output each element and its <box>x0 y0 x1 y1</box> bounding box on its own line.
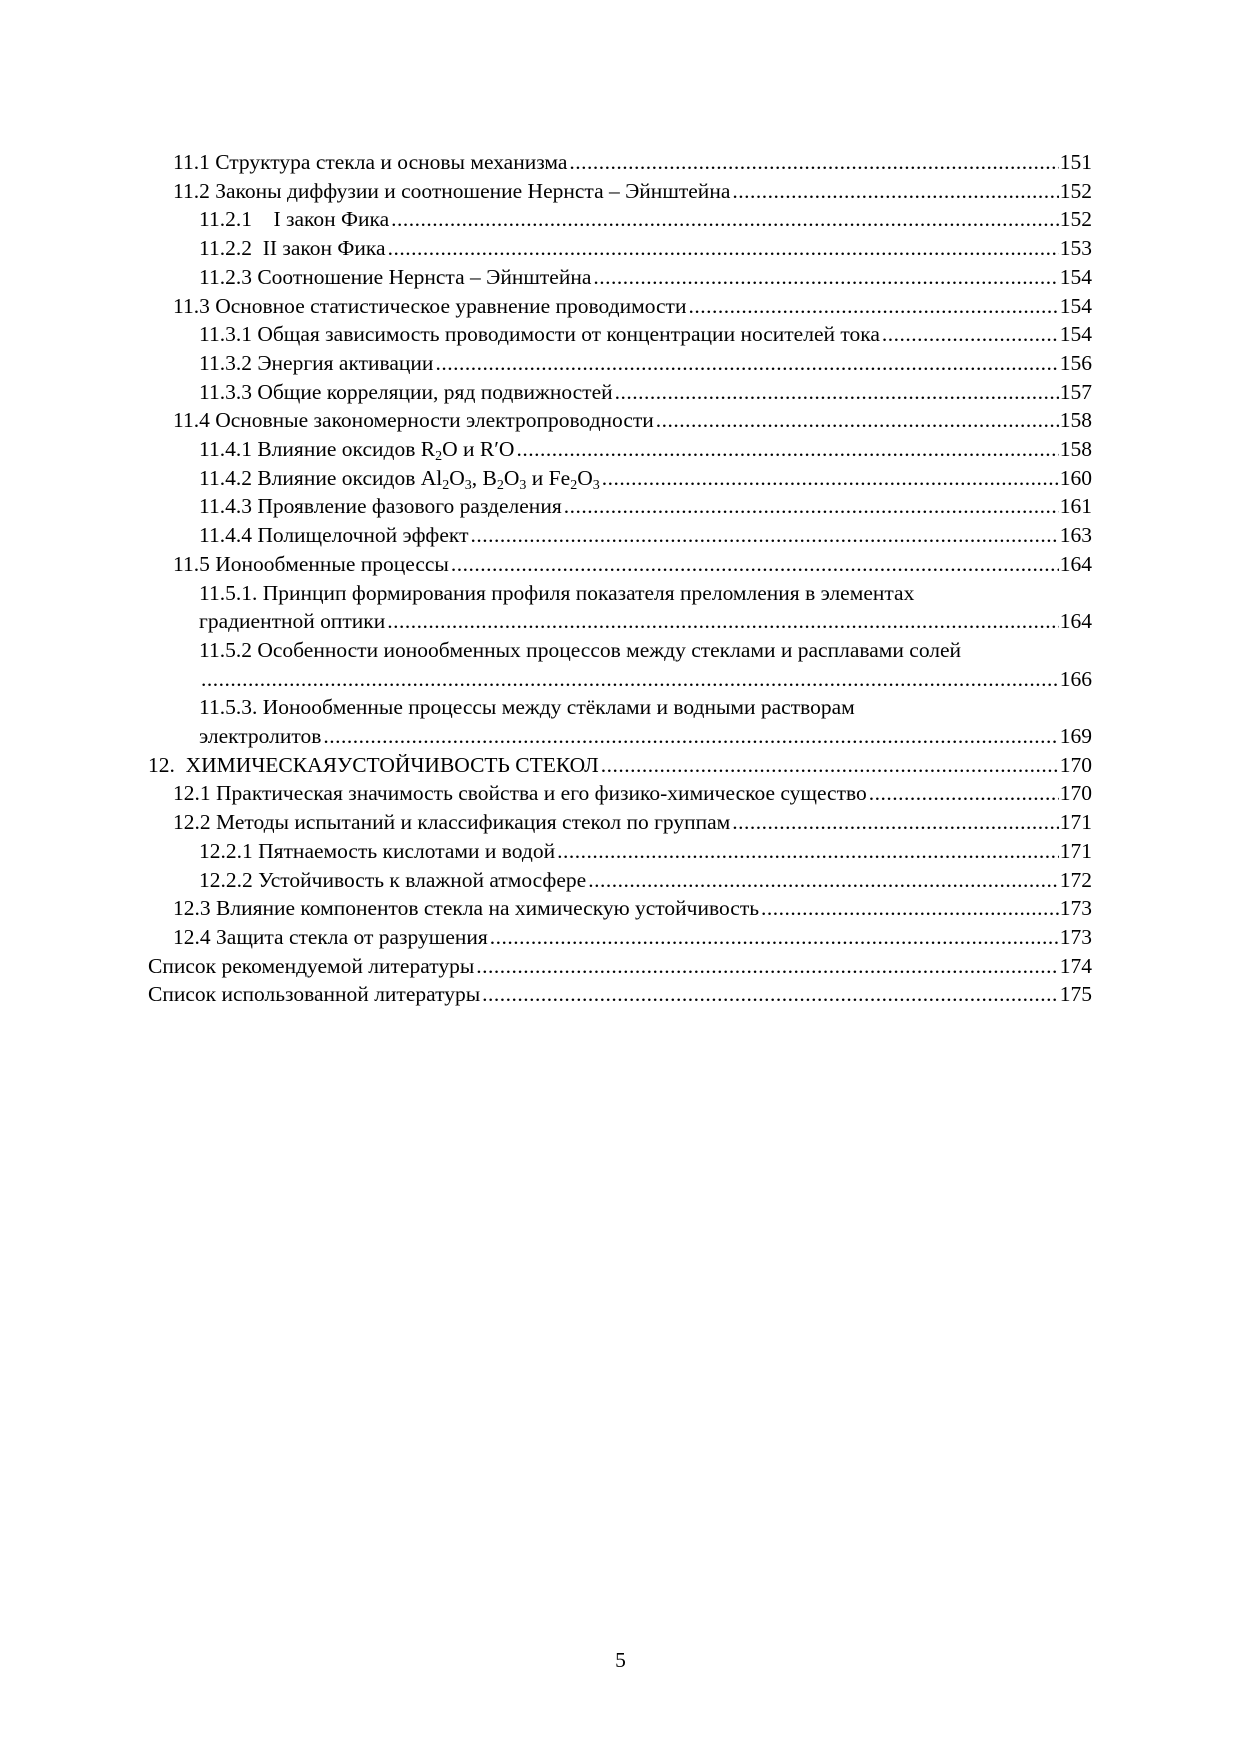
toc-dot-leader <box>482 980 1059 1009</box>
toc-entry-title: 12.2.2 Устойчивость к влажной атмосфере <box>199 867 587 892</box>
toc-page-number: 152 <box>1059 178 1092 203</box>
toc-dot-leader <box>688 292 1058 321</box>
toc-entry-title: 11.4.1 Влияние оксидов $R_2O$ и R′O <box>199 437 515 465</box>
toc-entry[interactable] <box>148 320 1092 349</box>
toc-page-number: 171 <box>1059 838 1092 863</box>
toc-dot-leader <box>588 866 1059 895</box>
toc-entry-title: 12.2 Методы испытаний и классификация стекол по группам <box>173 810 731 835</box>
toc-entry[interactable] <box>148 234 1092 263</box>
toc-entry[interactable] <box>148 923 1092 952</box>
toc-entry[interactable] <box>148 464 1092 493</box>
toc-entry-title: 11.2.2 II закон Фика <box>199 236 386 261</box>
toc-page-number: 169 <box>1059 724 1092 749</box>
toc-page-number: 166 <box>1059 666 1092 691</box>
toc-dot-leader <box>516 435 1058 464</box>
toc-entry-title: 12.1 Практическая значимость свойства и его физико-химическое существо <box>173 781 867 806</box>
toc-entry-title: 11.3.1 Общая зависимость проводимости от концентрации носителей тока <box>199 322 880 347</box>
toc-entry-title: 11.5.1. Принцип формирования профиля показателя преломления в элементах <box>199 580 915 605</box>
toc-entry[interactable] <box>148 263 1092 292</box>
toc-page-number: 154 <box>1059 264 1092 289</box>
page-number: 5 <box>615 1648 626 1672</box>
toc-page-number: 170 <box>1059 752 1092 777</box>
toc-page-number: 164 <box>1059 609 1092 634</box>
toc-dot-leader <box>869 779 1059 808</box>
toc-entry[interactable] <box>148 636 1092 693</box>
toc-entry[interactable] <box>148 177 1092 206</box>
toc-page-number: 157 <box>1059 379 1092 404</box>
toc-entry-title: 11.1 Структура стекла и основы механизма <box>173 150 568 174</box>
toc-dot-leader <box>601 751 1059 780</box>
toc-entry-title: 11.5 Ионообменные процессы <box>173 551 449 576</box>
toc-entry[interactable] <box>148 349 1092 378</box>
table-of-contents <box>148 148 1092 1009</box>
toc-page-number: 160 <box>1059 465 1092 490</box>
toc-entry[interactable] <box>148 406 1092 435</box>
toc-dot-leader <box>323 722 1058 751</box>
toc-dot-leader <box>882 320 1059 349</box>
toc-dot-leader <box>564 492 1059 521</box>
toc-dot-leader <box>569 148 1058 177</box>
toc-entry[interactable] <box>148 521 1092 550</box>
toc-page-number: 153 <box>1059 236 1092 261</box>
toc-dot-leader <box>602 464 1059 493</box>
toc-entry[interactable] <box>148 148 1092 177</box>
toc-entry-title: электролитов <box>199 724 322 749</box>
toc-page-number: 173 <box>1059 924 1092 949</box>
toc-page-number: 154 <box>1059 293 1092 318</box>
toc-entry-title: 11.3.2 Энергия активации <box>199 350 434 375</box>
toc-dot-leader <box>656 406 1059 435</box>
toc-entry[interactable] <box>148 205 1092 234</box>
toc-entry[interactable] <box>148 550 1092 579</box>
toc-dot-leader <box>490 923 1059 952</box>
toc-entry[interactable] <box>148 751 1092 780</box>
toc-dot-leader <box>435 349 1058 378</box>
toc-dot-leader <box>732 808 1058 837</box>
toc-page-number: 154 <box>1059 322 1092 347</box>
toc-page-number: 156 <box>1059 350 1092 375</box>
toc-entry[interactable] <box>148 894 1092 923</box>
toc-entry-title: 11.2 Законы диффузии и соотношение Нернста – Эйнштейна <box>173 178 731 203</box>
toc-entry-title: Список рекомендуемой литературы <box>148 953 475 978</box>
toc-entry[interactable] <box>148 378 1092 407</box>
toc-entry-title: 12. ХИМИЧЕСКАЯУСТОЙЧИВОСТЬ СТЕКОЛ <box>148 752 599 777</box>
toc-dot-leader <box>615 378 1059 407</box>
toc-entry[interactable] <box>148 808 1092 837</box>
toc-entry[interactable] <box>148 292 1092 321</box>
toc-entry[interactable] <box>148 837 1092 866</box>
toc-dot-leader <box>593 263 1058 292</box>
toc-page-number: 175 <box>1059 982 1092 1007</box>
toc-entry-title: 12.3 Влияние компонентов стекла на химическую устойчивость <box>173 896 760 921</box>
toc-page-number: 158 <box>1059 437 1092 462</box>
toc-entry-title: 11.5.2 Особенности ионообменных процессов между стеклами и расплавами солей <box>199 637 962 662</box>
toc-entry[interactable] <box>148 779 1092 808</box>
toc-page-number: 158 <box>1059 408 1092 433</box>
toc-entry-title: 11.4.2 Влияние оксидов $Al_2O_3$, $B_2O_3$ и $Fe_2O_3$ <box>199 465 600 493</box>
toc-page-number: 174 <box>1059 953 1092 978</box>
toc-page-number: 170 <box>1059 781 1092 806</box>
toc-entry-title: 11.3 Основное статистическое уравнение проводимости <box>173 293 687 318</box>
toc-dot-leader <box>732 177 1058 206</box>
toc-dot-leader <box>451 550 1059 579</box>
toc-dot-leader <box>388 234 1059 263</box>
toc-entry[interactable] <box>148 866 1092 895</box>
toc-page-number: 171 <box>1059 810 1092 835</box>
toc-entry-title: 11.4 Основные закономерности электропроводности <box>173 408 654 433</box>
toc-entry[interactable] <box>148 980 1092 1009</box>
toc-page-number: 163 <box>1059 523 1092 548</box>
toc-entry[interactable] <box>148 693 1092 750</box>
toc-entry[interactable] <box>148 435 1092 464</box>
toc-page-number: 151 <box>1059 150 1092 174</box>
toc-page-number: 161 <box>1059 494 1092 519</box>
toc-dot-leader <box>761 894 1059 923</box>
toc-dot-leader <box>201 665 1059 694</box>
toc-dot-leader <box>387 607 1059 636</box>
toc-entry-title: 11.4.3 Проявление фазового разделения <box>199 494 562 519</box>
toc-entry[interactable] <box>148 579 1092 636</box>
toc-entry-title: 12.4 Защита стекла от разрушения <box>173 924 488 949</box>
toc-entry[interactable] <box>148 952 1092 981</box>
toc-entry-title: Список использованной литературы <box>148 982 481 1007</box>
toc-entry-title: градиентной оптики <box>199 609 386 634</box>
toc-entry-title: 11.5.3. Ионообменные процессы между стёклами и водными растворам <box>199 695 855 720</box>
toc-page-number: 173 <box>1059 896 1092 921</box>
toc-dot-leader <box>476 952 1058 981</box>
toc-dot-leader <box>470 521 1058 550</box>
toc-entry-title: 11.3.3 Общие корреляции, ряд подвижностей <box>199 379 613 404</box>
toc-entry-title: 11.2.3 Соотношение Нернста – Эйнштейна <box>199 264 592 289</box>
toc-entry[interactable] <box>148 492 1092 521</box>
toc-page-number: 164 <box>1059 551 1092 576</box>
toc-dot-leader <box>391 205 1059 234</box>
toc-page-number: 152 <box>1059 207 1092 232</box>
toc-dot-leader <box>557 837 1059 866</box>
toc-entry-title: 12.2.1 Пятнаемость кислотами и водой <box>199 838 556 863</box>
toc-page-number: 172 <box>1059 867 1092 892</box>
toc-entry-title: 11.2.1 I закон Фика <box>199 207 390 232</box>
toc-entry-title: 11.4.4 Полищелочной эффект <box>199 523 469 548</box>
